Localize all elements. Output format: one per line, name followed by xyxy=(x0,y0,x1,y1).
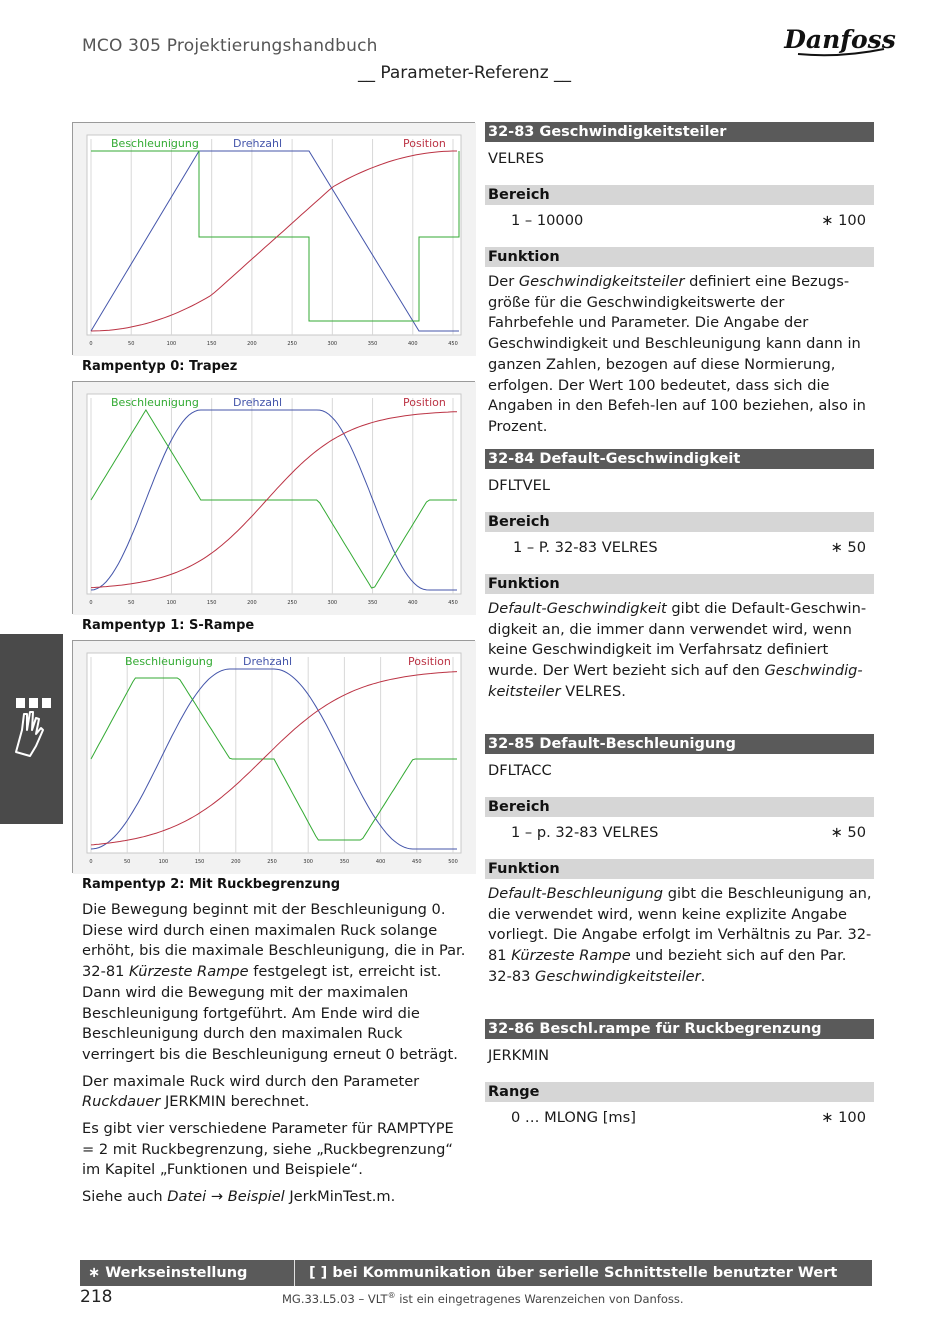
paragraph: Es gibt vier verschiedene Parameter für RAMPTYPE = 2 mit Ruckbegrenzung, siehe „Ruckbegrenzung“ im Kapitel „Funktionen und Beispiele“. xyxy=(82,1120,454,1179)
x-tick-label: 100 xyxy=(166,341,177,347)
param-32-84 xyxy=(485,449,874,703)
x-tick-label: 100 xyxy=(166,600,177,606)
legend-speed: Drehzahl xyxy=(233,396,283,409)
default-value: ∗ 50 xyxy=(830,824,866,841)
caption-s-rampe: Rampentyp 1: S-Rampe xyxy=(82,618,255,633)
chart-s-rampe xyxy=(72,381,475,614)
param-title: 32-83 Geschwindigkeitsteiler xyxy=(485,122,874,142)
chapter-tab xyxy=(0,634,63,824)
range-heading: Bereich xyxy=(485,797,874,817)
range-heading: Bereich xyxy=(485,512,874,532)
legend-default: ∗ Werkseinstellung xyxy=(88,1265,248,1281)
caption-ruckbegrenzung: Rampentyp 2: Mit Ruckbegrenzung xyxy=(82,877,341,892)
range-row xyxy=(485,823,874,843)
range-row xyxy=(485,538,874,558)
x-tick-label: 250 xyxy=(287,600,297,606)
legend-speed: Drehzahl xyxy=(233,137,283,150)
x-tick-label: 300 xyxy=(327,341,338,347)
legend-position: Position xyxy=(403,396,446,409)
x-tick-label: 250 xyxy=(287,341,297,347)
paragraph: Die Bewegung beginnt mit der Beschleunigung 0. Diese wird durch einen maximalen Ruck solange erhöht, bis die maximale Beschleunigung, die in Par. 32-81 Kürzeste Rampe festgelegt ist, erreicht ist. Dann wird die Bewegung mit der maximalen Beschleunigung fortgeführt. Am Ende wird die Beschleunigung durch den maximalen Ruck verringert bis die Beschleunigung erneut 0 beträgt. xyxy=(82,901,466,1063)
chart-trapez-plot xyxy=(73,123,476,356)
x-tick-label: 150 xyxy=(194,859,205,865)
x-tick-label: 0 xyxy=(89,600,93,606)
x-tick-label: 50 xyxy=(128,341,135,347)
function-text: Default-Geschwindigkeit gibt die Default-Geschwin-digkeit an, die immer dann verwendet wird, wenn keine Geschwindigkeit im Verfahrsatz definiert wurde. Der Wert bezieht sich auf den Geschwindig-keitsteiler VELRES. xyxy=(488,600,867,700)
chart-ruckbegrenzung xyxy=(72,640,475,873)
param-name: DFLTACC xyxy=(488,762,552,779)
hand-pointing-icon xyxy=(0,634,63,824)
range-row xyxy=(485,211,874,231)
function-text: Default-Beschleunigung gibt die Beschleunigung an, die verwendet wird, wenn keine explizite Angabe vorliegt. Die Angabe erfolgt im Verhältnis zu Par. 32-81 Kürzeste Rampe und bezieht sich auf den Par. 32-83 Geschwindigkeitsteiler. xyxy=(488,885,872,985)
x-tick-label: 350 xyxy=(367,341,378,347)
range-heading: Range xyxy=(485,1082,874,1102)
x-tick-label: 250 xyxy=(267,859,277,865)
footer-legend-bar xyxy=(80,1260,872,1286)
x-tick-label: 150 xyxy=(206,600,217,606)
legend-communication: [ ] bei Kommunikation über serielle Schnittstelle benutzter Wert xyxy=(294,1260,872,1286)
page-number: 218 xyxy=(80,1287,113,1307)
param-name: JERKMIN xyxy=(488,1047,550,1064)
x-tick-label: 150 xyxy=(206,341,217,347)
default-value: ∗ 50 xyxy=(830,539,866,556)
x-tick-label: 50 xyxy=(128,600,135,606)
x-tick-label: 400 xyxy=(408,341,418,347)
param-name: DFLTVEL xyxy=(488,477,551,494)
left-body-text xyxy=(82,900,467,1214)
x-tick-label: 100 xyxy=(158,859,169,865)
plot-area xyxy=(87,135,461,335)
range-row xyxy=(485,1108,874,1128)
x-tick-label: 500 xyxy=(448,859,458,865)
x-tick-label: 300 xyxy=(303,859,313,865)
paragraph: Der maximale Ruck wird durch den Parameter Ruckdauer JERKMIN berechnet. xyxy=(82,1072,420,1111)
section-title: __ Parameter-Referenz __ xyxy=(358,63,572,83)
plot-area xyxy=(87,394,461,594)
x-tick-label: 350 xyxy=(339,859,350,865)
range-value: 1 – 10000 xyxy=(511,212,584,229)
x-tick-label: 450 xyxy=(448,341,458,347)
param-32-83 xyxy=(485,122,874,438)
param-title: 32-84 Default-Geschwindigkeit xyxy=(485,449,874,469)
default-value: ∗ 100 xyxy=(821,1109,866,1126)
legend-speed: Drehzahl xyxy=(243,655,293,668)
x-tick-label: 0 xyxy=(89,341,93,347)
legend-accel: Beschleunigung xyxy=(125,655,213,668)
legend-position: Position xyxy=(408,655,451,668)
x-tick-label: 200 xyxy=(247,341,257,347)
x-tick-label: 400 xyxy=(408,600,418,606)
legend-position: Position xyxy=(403,137,446,150)
function-heading: Funktion xyxy=(485,247,874,267)
range-value: 1 – P. 32-83 VELRES xyxy=(513,539,658,556)
chart-trapez xyxy=(72,122,475,355)
range-value: 1 – p. 32-83 VELRES xyxy=(511,824,659,841)
default-value: ∗ 100 xyxy=(821,212,866,229)
x-tick-label: 200 xyxy=(247,600,257,606)
x-tick-label: 300 xyxy=(327,600,338,606)
paragraph: Siehe auch Datei → Beispiel JerkMinTest.m. xyxy=(82,1188,396,1206)
x-tick-label: 450 xyxy=(412,859,422,865)
legend-accel: Beschleunigung xyxy=(111,396,199,409)
legend-accel: Beschleunigung xyxy=(111,137,199,150)
param-32-85 xyxy=(485,734,874,988)
caption-trapez: Rampentyp 0: Trapez xyxy=(82,359,238,374)
x-tick-label: 350 xyxy=(367,600,378,606)
param-title: 32-85 Default-Beschleunigung xyxy=(485,734,874,754)
param-name: VELRES xyxy=(488,150,544,167)
range-value: 0 … MLONG [ms] xyxy=(511,1109,636,1126)
range-heading: Bereich xyxy=(485,185,874,205)
param-title: 32-86 Beschl.rampe für Ruckbegrenzung xyxy=(485,1019,874,1039)
danfoss-logo xyxy=(784,18,896,60)
x-tick-label: 400 xyxy=(375,859,386,865)
chart-ruckbegrenzung-plot xyxy=(73,641,476,874)
x-tick-label: 200 xyxy=(231,859,241,865)
param-32-86 xyxy=(485,1019,874,1128)
plot-area xyxy=(87,653,461,853)
function-heading: Funktion xyxy=(485,859,874,879)
function-text: Der Geschwindigkeitsteiler definiert eine Bezugs-größe für die Geschwindigkeitswerte der Fahrbefehle und Parameter. Die Angabe der Geschwindigkeit und Beschleunigung kann dann in ganzen Zahlen, bezogen auf diese Normierung, erfolgen. Der Wert 100 bedeutet, dass sich die Angaben in den Befeh-len auf 100 beziehen, also in Prozent. xyxy=(488,273,866,435)
logo-wordmark: Danfoss xyxy=(784,25,896,54)
function-heading: Funktion xyxy=(485,574,874,594)
manual-title: MCO 305 Projektierungshandbuch xyxy=(82,36,378,56)
x-tick-label: 0 xyxy=(89,859,93,865)
x-tick-label: 50 xyxy=(124,859,131,865)
imprint: MG.33.L5.03 – VLT® ist ein eingetragenes Warenzeichen von Danfoss. xyxy=(282,1291,684,1306)
chart-s-rampe-plot xyxy=(73,382,476,615)
x-tick-label: 450 xyxy=(448,600,458,606)
